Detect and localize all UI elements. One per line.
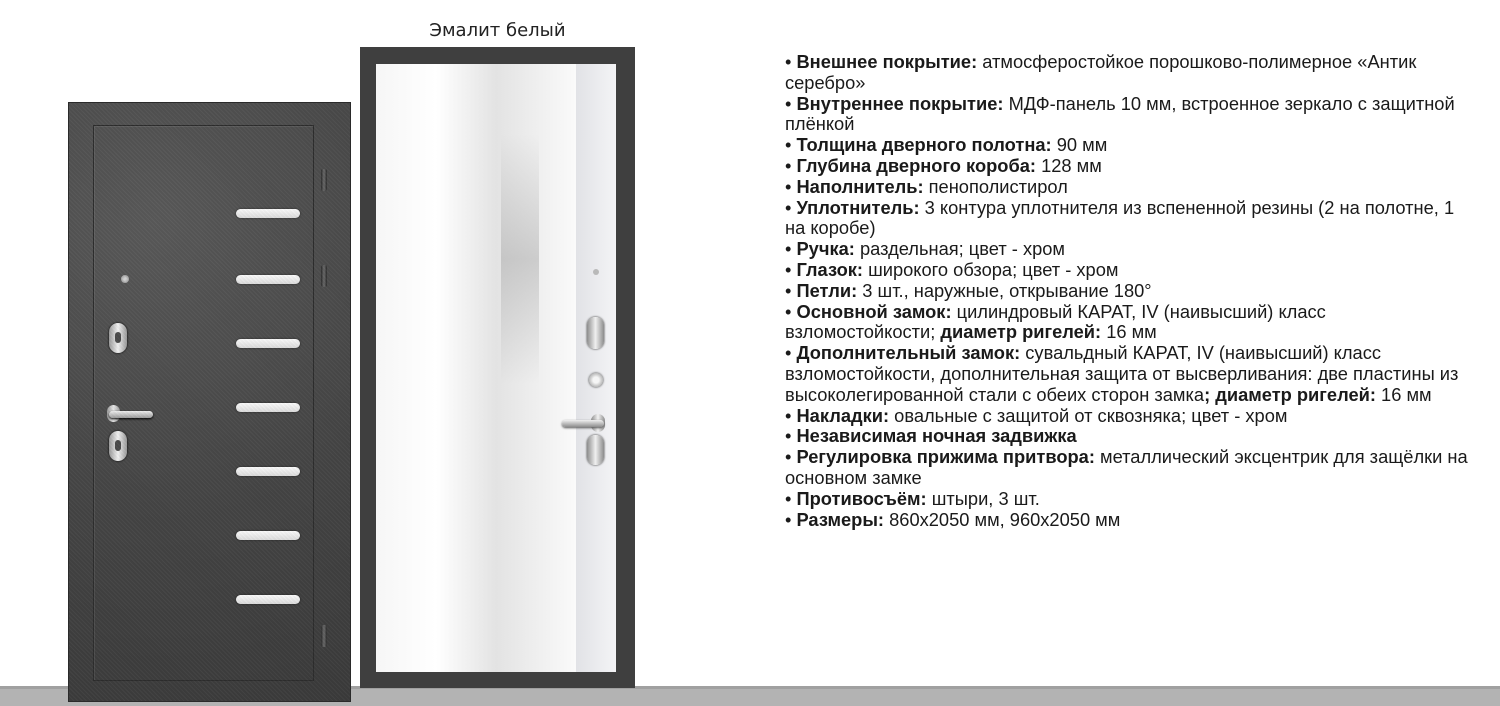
hinge-top <box>321 169 327 191</box>
spec-item <box>785 94 1475 136</box>
spec-item <box>785 156 1475 177</box>
spec-value: металлический эксцентрик для защёлки на основном замке <box>785 446 1468 488</box>
bullet: • <box>785 487 797 509</box>
spec-label: Накладки: <box>796 404 890 426</box>
decor-strip <box>236 595 300 604</box>
spec-value: раздельная; цвет - хром <box>854 238 1066 260</box>
hinge-bottom <box>321 625 327 647</box>
spec-label: Противосъём: <box>796 487 927 509</box>
spec-value: цилиндровый КАРАТ, IV (наивысший) класс взломостойкости; <box>785 300 1326 343</box>
spec-value: 16 мм <box>1101 321 1157 343</box>
door-leaf-panel <box>93 125 314 681</box>
spec-item <box>785 198 1475 240</box>
spec-label: Внутреннее покрытие: <box>796 92 1004 114</box>
lock-cover-main <box>109 323 127 353</box>
spec-value: пенополистирол <box>923 175 1068 197</box>
finish-caption: Эмалит белый <box>429 20 566 41</box>
spec-item <box>785 177 1475 198</box>
spec-item <box>785 426 1475 447</box>
spec-label: Дополнительный замок: <box>796 342 1021 364</box>
spec-value: сувальдный КАРАТ, IV (наивысший) класс взломостойкости, дополнительная защита от высверливания: две пластины из высоколегированной стали с обеих сторон замка <box>785 342 1459 405</box>
peephole <box>121 275 129 283</box>
spec-value: 128 мм <box>1036 154 1102 176</box>
spec-label: Глазок: <box>796 258 863 280</box>
decor-strip <box>236 531 300 540</box>
spec-value: 860х2050 мм, 960х2050 мм <box>884 508 1121 530</box>
lock-cover-inner-bottom <box>587 435 604 465</box>
spec-value: 16 мм <box>1375 383 1432 405</box>
interior-panel <box>376 64 616 672</box>
spec-item <box>785 302 1475 344</box>
bullet: • <box>785 279 797 301</box>
spec-label: Наполнитель: <box>796 175 924 197</box>
spec-item <box>785 510 1475 531</box>
decor-strip <box>236 403 300 412</box>
spec-label: Регулировка прижима притвора: <box>796 446 1095 468</box>
door-handle-inner <box>562 420 604 427</box>
bullet: • <box>785 300 797 322</box>
spec-label: Уплотнитель: <box>796 196 920 218</box>
mirror <box>376 64 576 672</box>
bullet: • <box>785 258 797 280</box>
spec-item <box>785 239 1475 260</box>
decor-strip <box>236 209 300 218</box>
spec-item <box>785 135 1475 156</box>
spec-value: широкого обзора; цвет - хром <box>862 258 1119 280</box>
spec-value: МДФ-панель 10 мм, встроенное зеркало с защитной плёнкой <box>785 92 1455 135</box>
spec-item <box>785 406 1475 427</box>
decor-strip <box>236 467 300 476</box>
bullet: • <box>785 196 797 218</box>
spec-item <box>785 260 1475 281</box>
panel-edge <box>576 64 616 672</box>
spec-label: Основной замок: <box>796 300 952 322</box>
door-handle <box>109 411 153 418</box>
bullet: • <box>785 425 797 447</box>
spec-list <box>785 52 1475 530</box>
bullet: • <box>785 342 797 364</box>
spec-value: овальные с защитой от сквозняка; цвет - хром <box>889 404 1288 426</box>
spec-value: штыри, 3 шт. <box>926 487 1040 509</box>
spec-item <box>785 343 1475 405</box>
lock-cover-inner-top <box>587 317 604 349</box>
peephole-inner <box>593 269 599 275</box>
spec-item <box>785 489 1475 510</box>
bullet: • <box>785 175 797 197</box>
door-interior-image <box>360 47 635 688</box>
hinge-middle <box>321 265 327 287</box>
bullet: • <box>785 404 797 426</box>
decor-strip <box>236 339 300 348</box>
spec-item <box>785 52 1475 94</box>
spec-label: Толщина дверного полотна: <box>796 134 1052 156</box>
bullet: • <box>785 238 797 260</box>
mirror-reflection <box>501 134 539 384</box>
spec-label: ; диаметр ригелей: <box>1204 383 1376 405</box>
spec-value: 3 контура уплотнителя из вспененной резины (2 на полотне, 1 на коробе) <box>785 196 1455 239</box>
spec-value: 90 мм <box>1051 134 1108 156</box>
spec-item <box>785 447 1475 489</box>
spec-value: 3 шт., наружные, открывание 180° <box>857 279 1152 301</box>
spec-label: Ручка: <box>796 238 855 260</box>
spec-label: Глубина дверного короба: <box>796 154 1037 176</box>
spec-label: Петли: <box>796 279 858 301</box>
bullet: • <box>785 134 797 156</box>
bullet: • <box>785 51 797 72</box>
night-latch-knob <box>589 373 603 387</box>
door-exterior-image <box>68 102 351 702</box>
handle-base <box>107 405 120 422</box>
spec-label: Размеры: <box>796 508 885 530</box>
spec-value: атмосферостойкое порошково-полимерное «Антик серебро» <box>785 51 1417 93</box>
spec-label: диаметр ригелей: <box>940 321 1102 343</box>
lock-cover-additional <box>109 431 127 461</box>
bullet: • <box>785 154 797 176</box>
bullet: • <box>785 508 797 530</box>
spec-label: Внешнее покрытие: <box>796 51 978 72</box>
bullet: • <box>785 446 797 468</box>
bullet: • <box>785 92 797 114</box>
spec-item <box>785 281 1475 302</box>
decor-strip <box>236 275 300 284</box>
spec-label: Независимая ночная задвижка <box>796 425 1077 447</box>
